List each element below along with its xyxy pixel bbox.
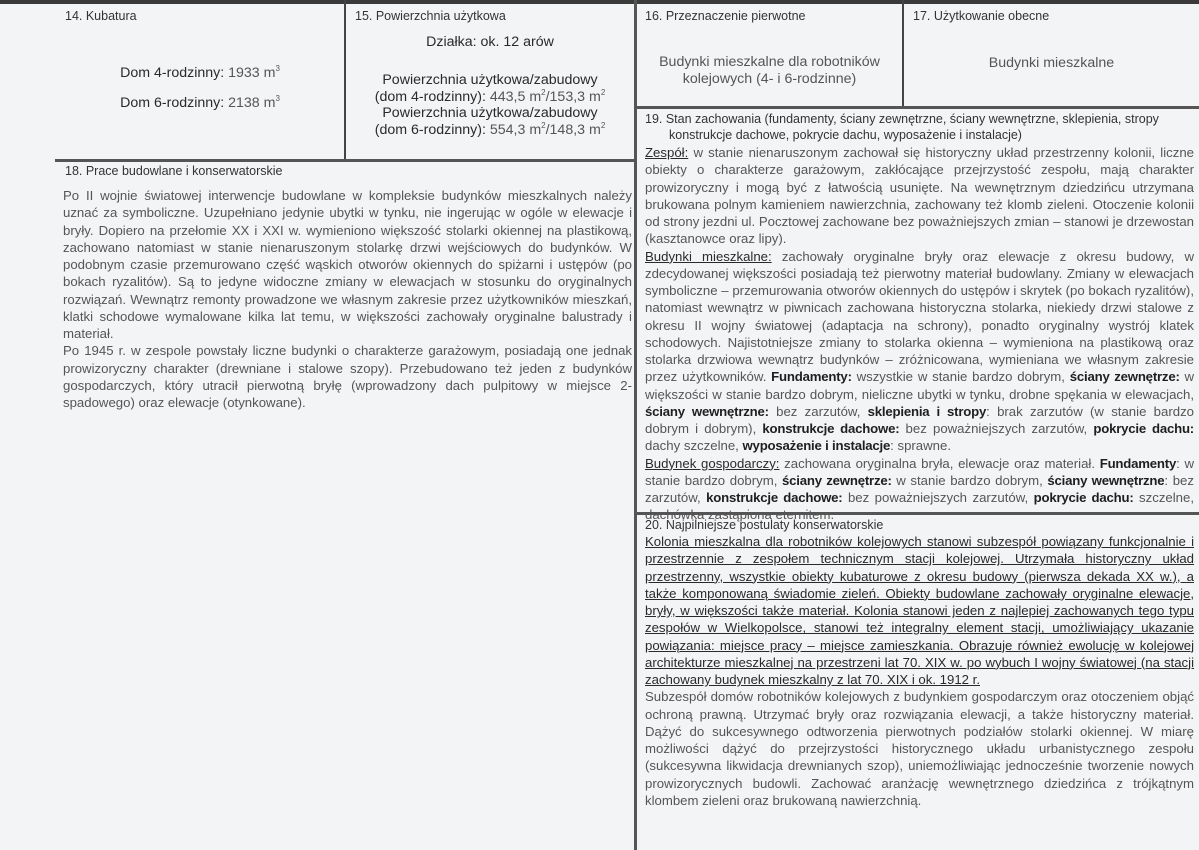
field-label: konstrukcje dachowe:	[762, 421, 900, 436]
field-label: pokrycie dachu:	[1093, 421, 1194, 436]
divider-main	[634, 0, 637, 850]
paragraph	[645, 144, 1194, 248]
paragraph	[645, 248, 1194, 455]
section-label: 18. Prace budowlane i konserwatorskie	[65, 164, 283, 178]
text-line: Budynki mieszkalne dla robotników	[659, 54, 880, 70]
text-run: w stanie bardzo dobrym,	[891, 472, 1048, 488]
area-value: /153,3 m	[545, 88, 601, 105]
area-value: 554,3 m	[489, 121, 542, 138]
significance-paragraph: Kolonia mieszkalna dla robotników kolejowych stanowi subzespół powiązany funkcjonalnie i przestrzennie z zespołem technicznym stacji kolejowej. Utrzymała historyczny układ przestrzenny, wszystkie obiekty kubaturowe z okresu budowy (pierwsza dekada XX w.), a także komponowaną świadomie zieleń. Obiekty budowlane zachowały oryginalne elewacje, bryły, w większości także materiał. Kolonia stanowi jeden z najlepiej zachowanych tego typu zespołów w Wielkopolsce, stanowi też integralny element stacji, umożliwiający ukazanie powiązania: miejsce pracy – miejsce zamieszkania. Obrazuje również ewolucję w kolejowej architekturze mieszkalnej na przestrzeni lat 70. XIX w. po wybuch I wojny światowej (na stacji zachowany budynek mieszkalny z lat 70. XIX i ok. 1912 r.	[645, 534, 1194, 687]
unit-sup: 2	[600, 120, 606, 130]
field-label: ściany wewnętrzne:	[645, 403, 769, 419]
field-label: Fundamenty:	[771, 369, 852, 385]
text-run: : sprawne.	[890, 438, 951, 454]
section-label: 20. Najpilniejsze postulaty konserwatorskie	[645, 518, 884, 532]
text-run: zachowały oryginalne bryły oraz elewacje z okresu budowy, w zdecydowanej większości posiadają też pierwotny materiał budowlany. Zmiany w elewacjach symboliczne – przemurowania otworów okiennych do ustępów i skrytek (po bokach ryzalitów), natomiast wewnątrz w piwnicach zachowana historyczna stolarka, niekiedy drzwi stalowe z okresu II wojny światowej (adaptacja na schrony), ponadto oryginalny wystrój klatek schodowych. Najistotniejsze zmiany to stolarka okienna – wymieniona na plastikową oraz stolarka drzwiowa wewnątrz budynków – zróżnicowana, wymieniana we własnym zakresie przez użytkowników.	[645, 248, 1194, 385]
original-purpose-value	[637, 54, 902, 87]
field-label: ściany zewnętrze:	[781, 472, 892, 488]
field-label: sklepienia i stropy	[867, 403, 987, 419]
area-label: (dom 6-rodzinny):	[374, 121, 486, 138]
section-label-cont: konstrukcje dachowe, pokrycie dachu, wyposażenie i instalacje)	[669, 128, 1022, 142]
section-label: 17. Użytkowanie obecne	[913, 9, 1050, 23]
divider-row-right	[636, 106, 1199, 109]
plot-text: Działka: ok. 12 arów	[426, 34, 554, 50]
text-run: szczelne, dachówka zastąpiona eternitem.	[645, 490, 1195, 523]
field-label: ściany zewnętrze:	[1069, 369, 1180, 385]
current-use-value: Budynki mieszkalne	[988, 55, 1115, 71]
section-label: 14. Kubatura	[65, 9, 137, 23]
field-label: konstrukcje dachowe:	[706, 490, 843, 505]
area-label: Powierzchnia użytkowa/zabudowy	[382, 72, 598, 88]
section-20-body	[645, 533, 1194, 809]
plot-size	[346, 34, 634, 51]
subheading: Budynek gospodarczy:	[645, 455, 780, 471]
field-label: ściany wewnętrzne	[1047, 472, 1165, 488]
subheading: Zespół:	[645, 145, 689, 160]
unit-sup: 2	[541, 87, 546, 97]
text-run: Po 1945 r. w zespole powstały liczne budynki o charakterze garażowym, posiadają one jednak prowizoryczny charakter (drewniane i stalowe szopy). Przebudowano też jeden z budynków gospodarczych, który utracił pierwotną bryłę (wprowadzony dach pulpitowy w miejsce 2-spadowego) oraz elewacje (otynkowane).	[63, 343, 632, 410]
unit-sup: 3	[275, 64, 280, 73]
area-label: (dom 4-rodzinny):	[374, 88, 486, 105]
section-19-body	[645, 144, 1194, 524]
cubature-dom6	[55, 95, 345, 112]
cubature-dom4	[55, 65, 345, 82]
unit-sup: 3	[275, 94, 280, 103]
divider-16-17	[902, 0, 904, 108]
value: 2138 m	[228, 95, 276, 111]
text-run: bez poważniejszych zarzutów,	[899, 421, 1094, 436]
field-label: Fundamenty	[1099, 455, 1177, 471]
text-run: : bez zarzutów,	[645, 472, 1194, 505]
text-run: : w stanie bardzo dobrym,	[645, 455, 1195, 488]
unit-sup: 2	[600, 87, 606, 97]
postulates-paragraph: Subzespół domów robotników kolejowych z budynkiem gospodarczym oraz otoczeniem objąć ochroną prawną. Utrzymać bryły oraz rozwiązania elewacji, a także historyczny materiał. Dążyć do sukcesywnego odtworzenia pierwotnych podziałów stolarki okiennej. W miarę możliwości dążyć do przejrzystości historycznego układu urbanistycznego zespołu (sukcesywna likwidacja drewnianych szop), uniemożliwiając jednocześnie tworzenie nowych prowizorycznych budowli. Zachować aranżację wewnętrznego dziedzińca z trójkątnym klombem zieleni oraz brukowaną nawierzchnią.	[645, 689, 1194, 808]
area-values	[346, 72, 634, 138]
area-value: /148,3 m	[545, 121, 601, 138]
value: 1933 m	[228, 65, 276, 81]
text-run: w większości w stanie bardzo dobrym, nieliczne ubytki w tynku, drobne spękania w elewacjach,	[645, 369, 1194, 402]
text-run: Po II wojnie światowej interwencje budowlane w kompleksie budynków mieszkalnych należy uznać za symboliczne. Uzupełniano jedynie ubytki w tynku, nie ingerując w ogóle w elewacje i bryły. Dopiero na przełomie XX i XXI w. wymieniono większość stolarki okiennej na plastikową, zachowano natomiast w stanie nienaruszonym stolarkę drzwi wejściowych do budynków. W podobnym czasie przemurowano część wąskich otworów okiennych do spiżarni i ustępów (po bokach ryzalitów). Są to jedyne widoczne zmiany w elewacjach w stosunku do oryginalnych rozwiązań. Wewnątrz remonty prowadzone we własnym zakresie przez użytkowników mieszkań, klatki schodowe wymalowane kilka lat temu, w większości zachowały oryginalne balustrady i materiał.	[63, 188, 632, 341]
text-run: : brak zarzutów (w stanie bardzo dobrym i dobrym),	[645, 403, 1194, 436]
paragraph	[63, 187, 632, 342]
text-run: zachowana oryginalna bryła, elewacje oraz materiał.	[779, 455, 1100, 471]
text-run: w stanie nienaruszonym zachował się historyczny układ przestrzenny kolonii, liczne obiekty o charakterze garażowym, zakłócające przejrzystość zespołu, mają charakter prowizoryczny i mogą być z łatwością usunięte. Na wewnętrznym dziedzińcu utrzymana brukowana polnym kamieniem nawierzchnia, zachowany też klomb zieleni. Otoczenie kolonii od strony jezdni ul. Pocztowej zachowane bez poważniejszych zmian – stanowi je drzewostan (kasztanowce oraz lipy).	[645, 145, 1194, 247]
field-label: wyposażenie i instalacje	[742, 438, 891, 454]
section-18-body	[63, 187, 632, 411]
paragraph	[63, 342, 632, 411]
section-label: 19. Stan zachowania (fundamenty, ściany zewnętrzne, ściany wewnętrzne, sklepienia, stropy	[645, 112, 1159, 126]
text-line: kolejowych (4- i 6-rodzinne)	[682, 70, 857, 87]
divider-row-left	[55, 159, 635, 162]
value-label: Dom 4-rodzinny:	[120, 65, 225, 81]
value-label: Dom 6-rodzinny:	[120, 95, 225, 111]
subheading: Budynki mieszkalne:	[645, 248, 772, 264]
text-run: bez zarzutów,	[768, 403, 868, 419]
section-label: 16. Przeznaczenie pierwotne	[645, 9, 806, 23]
text-run: dachy szczelne,	[645, 438, 743, 454]
field-label: pokrycie dachu:	[1033, 490, 1134, 505]
text-run: wszystkie w stanie bardzo dobrym,	[851, 369, 1070, 385]
area-label: Powierzchnia użytkowa/zabudowy	[382, 105, 598, 122]
section-label: 15. Powierzchnia użytkowa	[355, 9, 506, 23]
text-run: bez poważniejszych zarzutów,	[842, 490, 1034, 505]
area-value: 443,5 m	[489, 88, 542, 105]
paragraph	[645, 455, 1194, 524]
unit-sup: 2	[541, 120, 546, 130]
scan-top-edge	[0, 0, 1199, 4]
